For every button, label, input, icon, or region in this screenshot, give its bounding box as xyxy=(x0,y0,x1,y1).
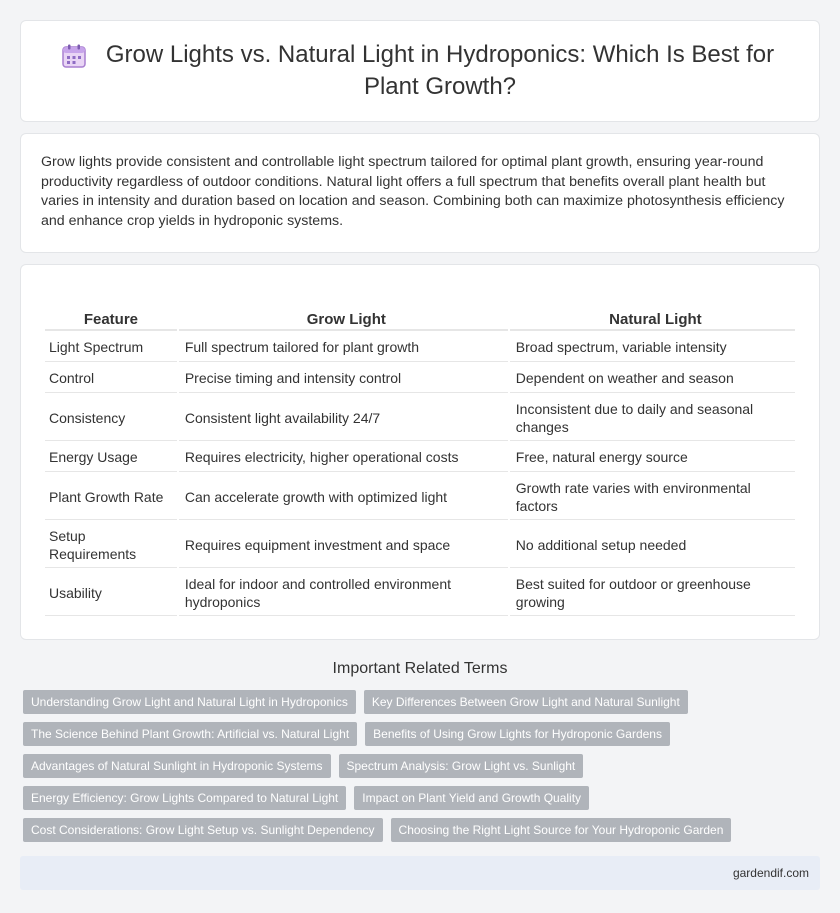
natural-light-cell: Free, natural energy source xyxy=(510,443,795,472)
header-feature: Feature xyxy=(45,309,177,331)
natural-light-cell: No additional setup needed xyxy=(510,522,795,568)
intro-card xyxy=(20,133,820,253)
calendar-icon xyxy=(61,43,87,69)
grow-light-cell: Requires equipment investment and space xyxy=(179,522,508,568)
natural-light-cell: Dependent on weather and season xyxy=(510,364,795,393)
feature-cell: Setup Requirements xyxy=(45,522,177,568)
grow-light-cell: Can accelerate growth with optimized light xyxy=(179,474,508,520)
intro-paragraph: Grow lights provide consistent and controllable light spectrum tailored for optimal plant growth, ensuring year-round productivity regardless of outdoor conditions. Natural light offers a full spectrum that benefits overall plant health but varies in intensity and duration based on location and season. Combining both can maximize photosynthesis efficiency and enhance crop yields in hydroponic systems. xyxy=(41,154,785,230)
table-row xyxy=(45,364,795,393)
table-row xyxy=(45,395,795,441)
related-tag[interactable]: Energy Efficiency: Grow Lights Compared to Natural Light xyxy=(23,786,346,810)
grow-light-cell: Consistent light availability 24/7 xyxy=(179,395,508,441)
comparison-table-card xyxy=(20,264,820,640)
table-row xyxy=(45,570,795,616)
related-tag[interactable]: Spectrum Analysis: Grow Light vs. Sunlight xyxy=(339,754,584,778)
table-row xyxy=(45,522,795,568)
feature-cell: Plant Growth Rate xyxy=(45,474,177,520)
header-grow-light: Grow Light xyxy=(179,309,508,331)
grow-light-cell: Requires electricity, higher operational costs xyxy=(179,443,508,472)
related-tag[interactable]: Cost Considerations: Grow Light Setup vs. Sunlight Dependency xyxy=(23,818,383,842)
table-row xyxy=(45,443,795,472)
feature-cell: Control xyxy=(45,364,177,393)
header-card xyxy=(20,20,820,122)
grow-light-cell: Ideal for indoor and controlled environment hydroponics xyxy=(179,570,508,616)
related-tag[interactable]: The Science Behind Plant Growth: Artificial vs. Natural Light xyxy=(23,722,357,746)
related-tag[interactable]: Understanding Grow Light and Natural Light in Hydroponics xyxy=(23,690,356,714)
comparison-table xyxy=(43,307,797,618)
related-tag[interactable]: Choosing the Right Light Source for Your Hydroponic Garden xyxy=(391,818,732,842)
related-tags xyxy=(0,690,840,842)
related-tag[interactable]: Advantages of Natural Sunlight in Hydroponic Systems xyxy=(23,754,331,778)
grow-light-cell: Full spectrum tailored for plant growth xyxy=(179,333,508,362)
header-natural-light: Natural Light xyxy=(510,309,795,331)
feature-cell: Consistency xyxy=(45,395,177,441)
table-row xyxy=(45,333,795,362)
related-terms-title: Important Related Terms xyxy=(332,660,508,677)
table-row xyxy=(45,474,795,520)
related-tag[interactable]: Key Differences Between Grow Light and Natural Sunlight xyxy=(364,690,688,714)
footer xyxy=(20,856,820,890)
footer-site-link[interactable]: gardendif.com xyxy=(732,866,809,880)
natural-light-cell: Inconsistent due to daily and seasonal changes xyxy=(510,395,795,441)
feature-cell: Energy Usage xyxy=(45,443,177,472)
grow-light-cell: Precise timing and intensity control xyxy=(179,364,508,393)
feature-cell: Light Spectrum xyxy=(45,333,177,362)
related-tag[interactable]: Benefits of Using Grow Lights for Hydroponic Gardens xyxy=(365,722,670,746)
natural-light-cell: Broad spectrum, variable intensity xyxy=(510,333,795,362)
title-wrap xyxy=(61,39,779,103)
natural-light-cell: Growth rate varies with environmental factors xyxy=(510,474,795,520)
related-tag[interactable]: Impact on Plant Yield and Growth Quality xyxy=(354,786,589,810)
natural-light-cell: Best suited for outdoor or greenhouse growing xyxy=(510,570,795,616)
feature-cell: Usability xyxy=(45,570,177,616)
page-title: Grow Lights vs. Natural Light in Hydroponics: Which Is Best for Plant Growth? xyxy=(105,41,775,100)
table-header-row xyxy=(45,309,795,331)
